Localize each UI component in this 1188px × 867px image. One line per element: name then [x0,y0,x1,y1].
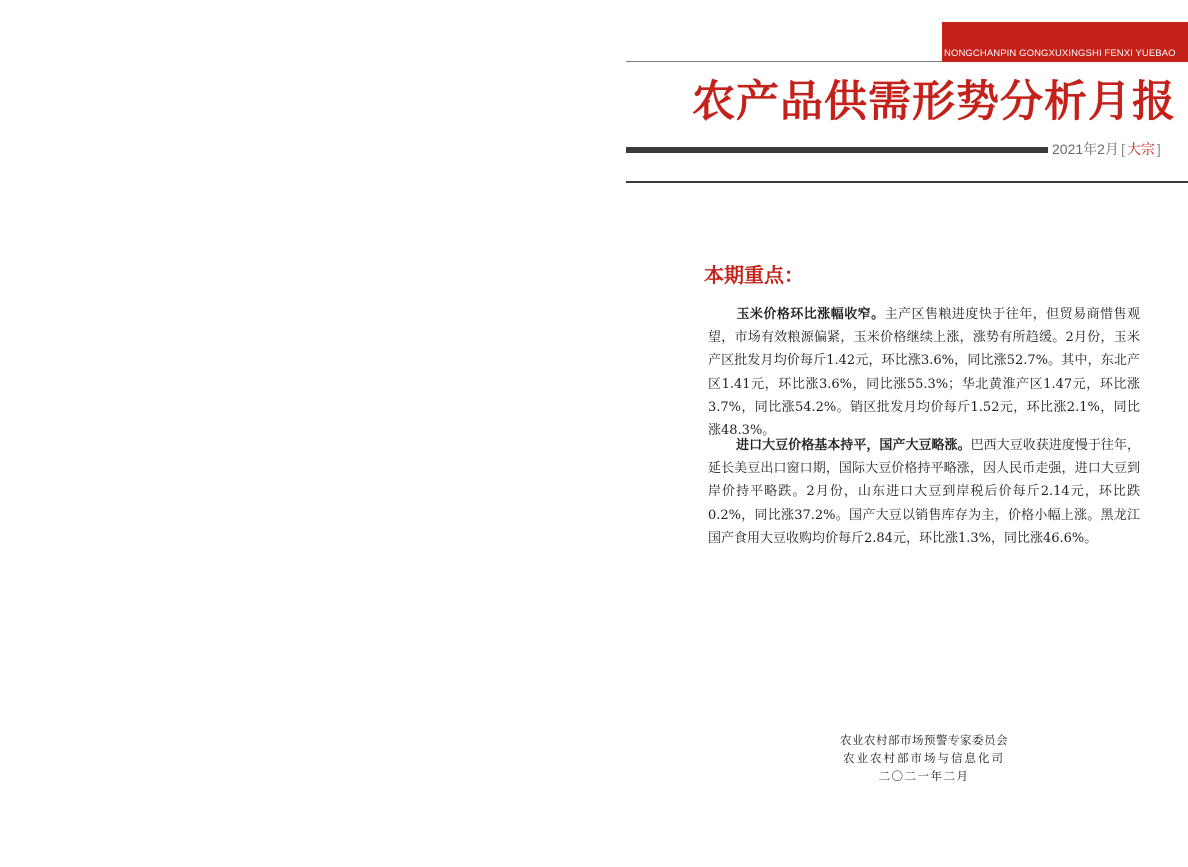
paragraph-body: 主产区售粮进度快于往年，但贸易商惜售观望，市场有效粮源偏紧，玉米价格继续上涨，涨势有所趋缓。2月份，玉米产区批发月均价每斤1.42元，环比涨3.6%，同比涨52.7%。其中，东北产区1.41元，环比涨3.6%，同比涨55.3%；华北黄淮产区1.47元，环比涨3.7%，同比涨54.2%。销区批发月均价每斤1.52元，环比涨2.1%，同比涨48.3%。 [708,307,1140,439]
report-title: 农产品供需形势分析月报 [692,77,1176,127]
bracket-close: ] [1156,141,1161,157]
highlight-paragraph-corn [708,303,1140,442]
issuer-committee: 农业农村部市场预警专家委员会 [840,733,1008,747]
paragraph-body: 巴西大豆收获进度慢于往年，延长美豆出口窗口期，国际大豆价格持平略涨，因人民币走强，进口大豆到岸价持平略跌。2月份，山东进口大豆到岸税后价每斤2.14元，环比跌0.2%，同比涨37.2%。国产大豆以销售库存为主，价格小幅上涨。黑龙江国产食用大豆收购均价每斤2.84元，环比涨1.3%，同比涨46.6%。 [708,438,1140,546]
issue-category: 大宗 [1126,141,1155,157]
header-thin-rule [626,61,942,62]
bracket-open: [ [1120,141,1125,157]
highlights-heading: 本期重点： [704,263,804,287]
issuer-department: 农业农村部市场与信息化司 [843,751,1005,765]
paragraph-lead: 进口大豆价格基本持平，国产大豆略涨。 [736,438,971,453]
issue-info [1052,138,1188,160]
header-thick-bar [626,147,1048,153]
issue-date: 2021年2月 [1052,141,1119,157]
issue-date-footer: 二〇二一年二月 [878,769,970,783]
header-bottom-rule [626,181,1188,183]
highlight-paragraph-soybean [708,434,1140,550]
paragraph-lead: 玉米价格环比涨幅收窄。 [736,307,885,322]
pinyin-banner: NONGCHANPIN GONGXUXINGSHI FENXI YUEBAO [944,48,1176,59]
